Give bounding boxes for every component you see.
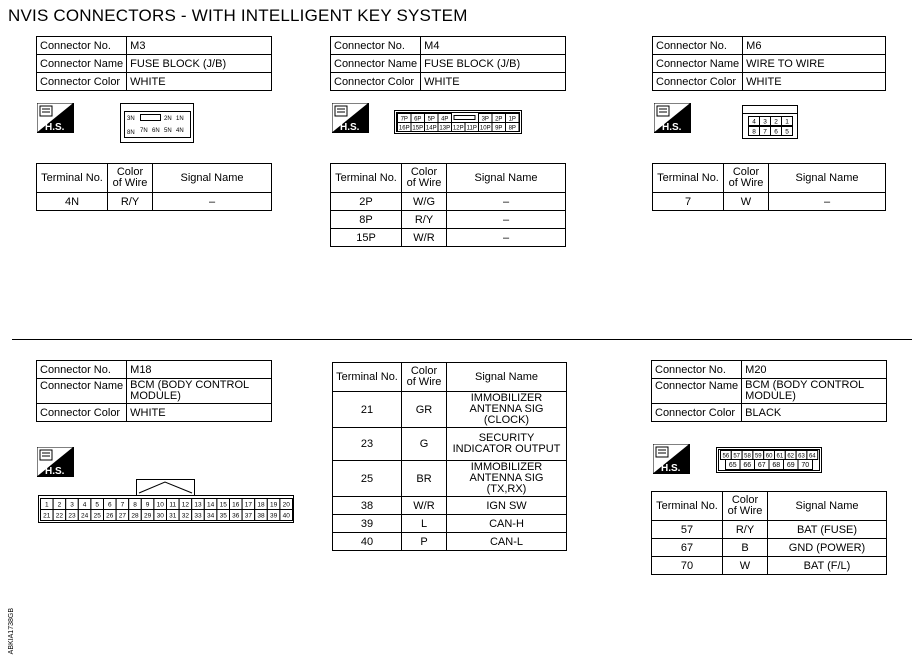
connector-no-value: M6 (743, 37, 886, 55)
pin-label: 15P (412, 125, 424, 132)
pin-label: 7N (140, 128, 148, 134)
pin-label: 8 (752, 128, 756, 136)
table-row: 25 BR IMMOBILIZER ANTENNA SIG (TX,RX) (333, 461, 567, 497)
pin-label: 1P (508, 116, 516, 123)
pin-label: 6 (107, 501, 112, 509)
pin-label: 3 (763, 118, 767, 126)
table-row: 4N R/Y – (37, 193, 272, 211)
pin-label: 70 (801, 462, 810, 470)
pin-label: 14 (206, 501, 215, 509)
pin-label: 19 (269, 501, 278, 509)
label-connector-color: Connector Color (37, 404, 127, 422)
pin-label: 11 (169, 501, 177, 509)
label-connector-no: Connector No. (331, 37, 421, 55)
pin-label: 1 (785, 118, 789, 126)
label-connector-name: Connector Name (652, 379, 742, 404)
m6-pins (749, 117, 793, 136)
label-connector-no: Connector No. (652, 361, 742, 379)
pin-label: 66 (743, 462, 752, 470)
connector-face-m20 (716, 447, 822, 473)
connector-name-value: BCM (BODY CONTROL MODULE) (127, 379, 272, 404)
table-row: 8P R/Y – (331, 211, 566, 229)
connector-color-value: BLACK (742, 404, 887, 422)
section-divider (12, 339, 912, 340)
pin-label: 3P (481, 116, 489, 123)
pin-label: 15 (219, 501, 227, 509)
pin-label: 57 (733, 453, 741, 460)
document-code: ABKIA1738GB (8, 608, 15, 655)
label-connector-color: Connector Color (652, 404, 742, 422)
pin-label: 12 (181, 501, 190, 509)
pin-label: 25 (93, 512, 101, 520)
pin-label: 59 (754, 453, 762, 460)
label-connector-color: Connector Color (331, 73, 421, 91)
pin-label: 39 (269, 512, 278, 520)
pin-label: 8P (508, 125, 516, 132)
label-connector-name: Connector Name (653, 55, 743, 73)
pin-label: 7 (120, 501, 125, 509)
pin-label: 5P (427, 116, 435, 123)
table-row: 7 W – (653, 193, 886, 211)
header-signal-name: Signal Name (153, 164, 272, 193)
pin-label: 14P (425, 125, 437, 132)
pin-label: 61 (776, 453, 784, 460)
pin-label: 10 (156, 501, 164, 509)
pin-label: 7 (763, 128, 767, 136)
header-color-of-wire: Color of Wire (723, 492, 768, 521)
pin-label: 65 (728, 462, 737, 470)
pin-label: 6N (152, 128, 160, 134)
hs-harness-side-icon (654, 103, 691, 133)
pin-label: 29 (143, 512, 152, 520)
pin-label: 37 (244, 512, 253, 520)
pin-label: 31 (169, 512, 177, 520)
label-connector-color: Connector Color (37, 73, 127, 91)
connector-face-m4 (394, 110, 522, 134)
terminal-table-m20 (651, 491, 887, 575)
label-connector-name: Connector Name (37, 379, 127, 404)
m20-pins (721, 451, 818, 470)
pin-label: 40 (282, 512, 290, 520)
pin-label: 17 (244, 501, 253, 509)
table-row: 57 R/Y BAT (FUSE) (652, 521, 887, 539)
pin-label: 23 (68, 512, 76, 520)
pin-label: 6 (774, 128, 778, 136)
header-signal-name: Signal Name (768, 492, 887, 521)
pin-label: 20 (282, 501, 290, 509)
pin-label: 12P (452, 125, 464, 132)
pin-label: 11P (466, 125, 477, 132)
table-row: 38 W/R IGN SW (333, 497, 567, 515)
pin-label: 4 (752, 118, 756, 126)
pin-label: 22 (55, 512, 64, 520)
header-terminal-no: Terminal No. (37, 164, 108, 193)
svg-text:H.S.: H.S. (661, 463, 681, 474)
table-row: 40 P CAN-L (333, 533, 567, 551)
key-slot (454, 116, 475, 120)
header-signal-name: Signal Name (447, 164, 566, 193)
pin-label: 64 (808, 453, 816, 460)
pin-label: 58 (744, 453, 751, 460)
connector-name-value: BCM (BODY CONTROL MODULE) (742, 379, 887, 404)
pin-label: 1 (44, 501, 49, 509)
pin-label: 34 (206, 512, 215, 520)
table-row: 39 L CAN-H (333, 515, 567, 533)
label-connector-color: Connector Color (653, 73, 743, 91)
pin-label: 67 (757, 462, 766, 470)
header-terminal-no: Terminal No. (653, 164, 724, 193)
header-color-of-wire: Color of Wire (108, 164, 153, 193)
pin-label: 4N (176, 128, 184, 134)
pin-label: 5N (164, 128, 172, 134)
pin-label: 10P (479, 125, 491, 132)
table-row: 67 B GND (POWER) (652, 539, 887, 557)
header-color-of-wire: Color of Wire (402, 164, 447, 193)
terminal-table-m18 (332, 362, 567, 551)
header-signal-name: Signal Name (447, 363, 567, 392)
pin-label: 68 (772, 462, 781, 470)
table-row: 2P W/G – (331, 193, 566, 211)
connector-name-value: WIRE TO WIRE (743, 55, 886, 73)
connector-color-value: WHITE (421, 73, 566, 91)
svg-text:H.S.: H.S. (340, 122, 360, 133)
table-row: 23 G SECURITY INDICATOR OUTPUT (333, 428, 567, 461)
terminal-table-m4 (330, 163, 566, 247)
connector-info-m4 (330, 36, 566, 91)
pin-label: 21 (43, 512, 51, 520)
header-signal-name: Signal Name (769, 164, 886, 193)
connector-no-value: M18 (127, 361, 272, 379)
pin-label: 18 (257, 501, 265, 509)
header-terminal-no: Terminal No. (652, 492, 723, 521)
connector-no-value: M20 (742, 361, 887, 379)
pin-label: 5 (95, 501, 100, 509)
pin-label: 8N (127, 130, 135, 136)
table-row: 70 W BAT (F/L) (652, 557, 887, 575)
connector-name-value: FUSE BLOCK (J/B) (421, 55, 566, 73)
header-color-of-wire: Color of Wire (724, 164, 769, 193)
pin-label: 13P (439, 125, 451, 132)
pin-label: 62 (787, 453, 795, 460)
pin-label: 2P (495, 116, 503, 123)
label-connector-no: Connector No. (37, 37, 127, 55)
svg-text:H.S.: H.S. (662, 122, 682, 133)
connector-info-m3 (36, 36, 272, 91)
header-terminal-no: Terminal No. (333, 363, 402, 392)
connector-info-m18 (36, 360, 272, 422)
pin-label: 7P (400, 116, 408, 123)
pin-label: 8 (133, 501, 137, 509)
connector-no-value: M4 (421, 37, 566, 55)
svg-text:H.S.: H.S. (45, 466, 65, 477)
pin-label: 35 (219, 512, 227, 520)
label-connector-name: Connector Name (331, 55, 421, 73)
pin-label: 32 (181, 512, 190, 520)
pin-label: 6P (414, 116, 422, 123)
connector-color-value: WHITE (743, 73, 886, 91)
pin-label: 16P (398, 125, 410, 132)
connector-info-m6 (652, 36, 886, 91)
pin-label: 16 (232, 501, 240, 509)
connector-color-value: WHITE (127, 73, 272, 91)
pin-label: 9 (145, 501, 150, 509)
pin-label: 69 (786, 462, 795, 470)
pin-label: 60 (765, 453, 773, 460)
pin-label: 2 (57, 501, 62, 509)
pin-label: 38 (257, 512, 265, 520)
connector-face-m6 (742, 105, 798, 139)
hs-harness-side-icon (37, 103, 74, 133)
connector-face-m3 (120, 103, 194, 143)
svg-text:H.S.: H.S. (45, 122, 65, 133)
hs-harness-side-icon (37, 447, 74, 477)
table-row: 21 GR IMMOBILIZER ANTENNA SIG (CLOCK) (333, 392, 567, 428)
hs-harness-side-icon (332, 103, 369, 133)
pin-label: 36 (232, 512, 240, 520)
label-connector-no: Connector No. (37, 361, 127, 379)
terminal-table-m6 (652, 163, 886, 211)
pin-label: 3 (70, 501, 74, 509)
pin-label: 5 (785, 128, 789, 136)
pin-label: 28 (131, 512, 139, 520)
m18-pins (41, 499, 293, 521)
label-connector-name: Connector Name (37, 55, 127, 73)
page-title: NVIS CONNECTORS - WITH INTELLIGENT KEY SYSTEM (8, 6, 468, 25)
connector-name-value: FUSE BLOCK (J/B) (127, 55, 272, 73)
pin-label: 2N (164, 116, 172, 122)
hs-harness-side-icon (653, 444, 690, 474)
m4-bottom-pins (398, 123, 520, 132)
header-terminal-no: Terminal No. (331, 164, 402, 193)
connector-info-m20 (651, 360, 887, 422)
label-connector-no: Connector No. (653, 37, 743, 55)
pin-label: 3N (127, 116, 135, 122)
header-color-of-wire: Color of Wire (402, 363, 447, 392)
pin-label: 27 (118, 512, 127, 520)
pin-label: 24 (80, 512, 89, 520)
pin-label: 4P (441, 116, 449, 123)
pin-label: 2 (774, 118, 778, 126)
pin-label: 63 (798, 453, 805, 460)
pin-label: 9P (495, 125, 503, 132)
pin-label: 56 (722, 453, 730, 460)
pin-label: 4 (82, 501, 87, 509)
pin-label: 30 (156, 512, 164, 520)
pin-label: 26 (106, 512, 114, 520)
connector-no-value: M3 (127, 37, 272, 55)
terminal-table-m3 (36, 163, 272, 211)
pin-label: 1N (176, 116, 184, 122)
connector-color-value: WHITE (127, 404, 272, 422)
pin-label: 13 (194, 501, 202, 509)
connector-face-m18 (38, 479, 294, 523)
table-row: 15P W/R – (331, 229, 566, 247)
pin-label: 33 (194, 512, 202, 520)
